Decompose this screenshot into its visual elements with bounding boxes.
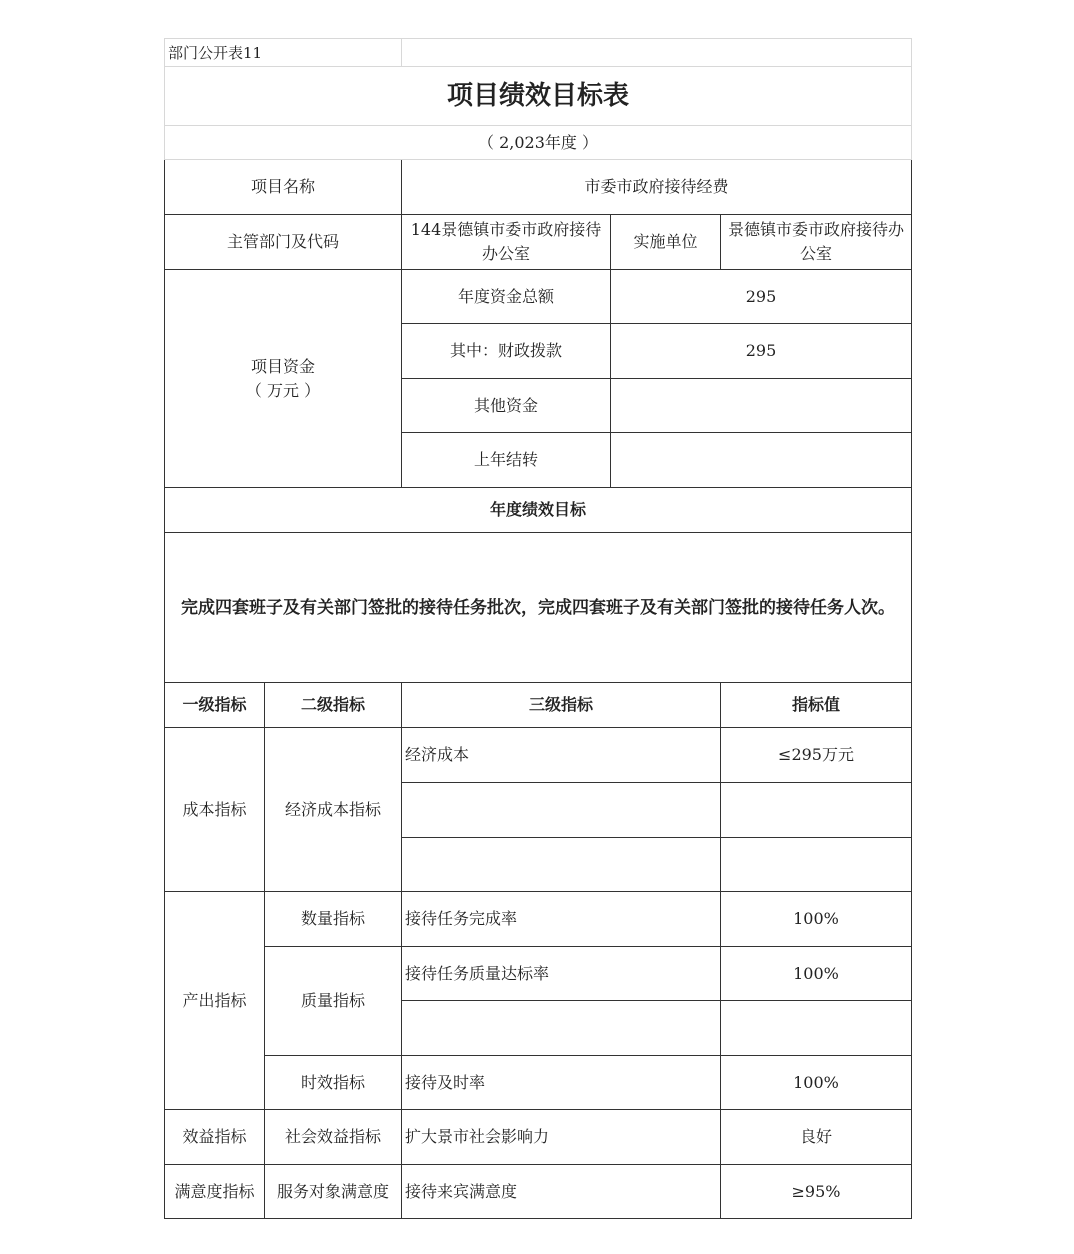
group-cost: 成本指标 bbox=[165, 728, 265, 892]
indicator-name bbox=[402, 838, 721, 892]
fund-label: 其他资金 bbox=[402, 379, 611, 433]
sub-quality: 质量指标 bbox=[265, 947, 402, 1056]
dept-value: 144景德镇市委市政府接待办公室 bbox=[402, 215, 611, 270]
indicator-value: 良好 bbox=[721, 1110, 912, 1165]
group-satisfaction: 满意度指标 bbox=[165, 1165, 265, 1219]
indicator-name bbox=[402, 1001, 721, 1056]
fund-value bbox=[611, 379, 912, 433]
fund-label: 其中：财政拨款 bbox=[402, 324, 611, 379]
indicator-name: 扩大景市社会影响力 bbox=[402, 1110, 721, 1165]
indicator-value: 100% bbox=[721, 947, 912, 1001]
impl-label: 实施单位 bbox=[611, 215, 721, 270]
fund-value: 295 bbox=[611, 270, 912, 324]
goal-text: 完成四套班子及有关部门签批的接待任务批次，完成四套班子及有关部门签批的接待任务人次。 bbox=[165, 533, 912, 683]
indicator-value: 100% bbox=[721, 1056, 912, 1110]
impl-value: 景德镇市委市政府接待办公室 bbox=[721, 215, 912, 270]
sub-social: 社会效益指标 bbox=[265, 1110, 402, 1165]
fund-label: 上年结转 bbox=[402, 433, 611, 488]
header-level3: 三级指标 bbox=[402, 683, 721, 728]
funds-label-line1: 项目资金 bbox=[250, 356, 315, 376]
sub-cost: 经济成本指标 bbox=[265, 728, 402, 892]
indicator-value: ≥95% bbox=[721, 1165, 912, 1219]
indicator-value bbox=[721, 1001, 912, 1056]
indicator-name: 接待任务完成率 bbox=[402, 892, 721, 947]
fund-value: 295 bbox=[611, 324, 912, 379]
goal-label: 年度绩效目标 bbox=[165, 488, 912, 533]
dept-label: 主管部门及代码 bbox=[165, 215, 402, 270]
funds-label bbox=[165, 270, 402, 488]
table-number: 部门公开表11 bbox=[165, 39, 402, 67]
header-value: 指标值 bbox=[721, 683, 912, 728]
year-label: （ 2,023年度 ） bbox=[165, 126, 912, 160]
indicator-value bbox=[721, 783, 912, 838]
indicator-name: 接待来宾满意度 bbox=[402, 1165, 721, 1219]
page-title: 项目绩效目标表 bbox=[165, 67, 912, 126]
sub-qty: 数量指标 bbox=[265, 892, 402, 947]
project-name-label: 项目名称 bbox=[165, 160, 402, 215]
group-output: 产出指标 bbox=[165, 892, 265, 1110]
indicator-name: 经济成本 bbox=[402, 728, 721, 783]
sub-time: 时效指标 bbox=[265, 1056, 402, 1110]
group-benefit: 效益指标 bbox=[165, 1110, 265, 1165]
sub-service: 服务对象满意度 bbox=[265, 1165, 402, 1219]
indicator-value bbox=[721, 838, 912, 892]
indicator-name: 接待任务质量达标率 bbox=[402, 947, 721, 1001]
funds-label-line2: （ 万元 ） bbox=[245, 380, 321, 400]
fund-label: 年度资金总额 bbox=[402, 270, 611, 324]
indicator-value: 100% bbox=[721, 892, 912, 947]
indicator-value: ≤295万元 bbox=[721, 728, 912, 783]
fund-value bbox=[611, 433, 912, 488]
header-level1: 一级指标 bbox=[165, 683, 265, 728]
project-name-value: 市委市政府接待经费 bbox=[402, 160, 912, 215]
indicator-name bbox=[402, 783, 721, 838]
indicator-name: 接待及时率 bbox=[402, 1056, 721, 1110]
performance-target-table bbox=[164, 38, 912, 1219]
header-level2: 二级指标 bbox=[265, 683, 402, 728]
